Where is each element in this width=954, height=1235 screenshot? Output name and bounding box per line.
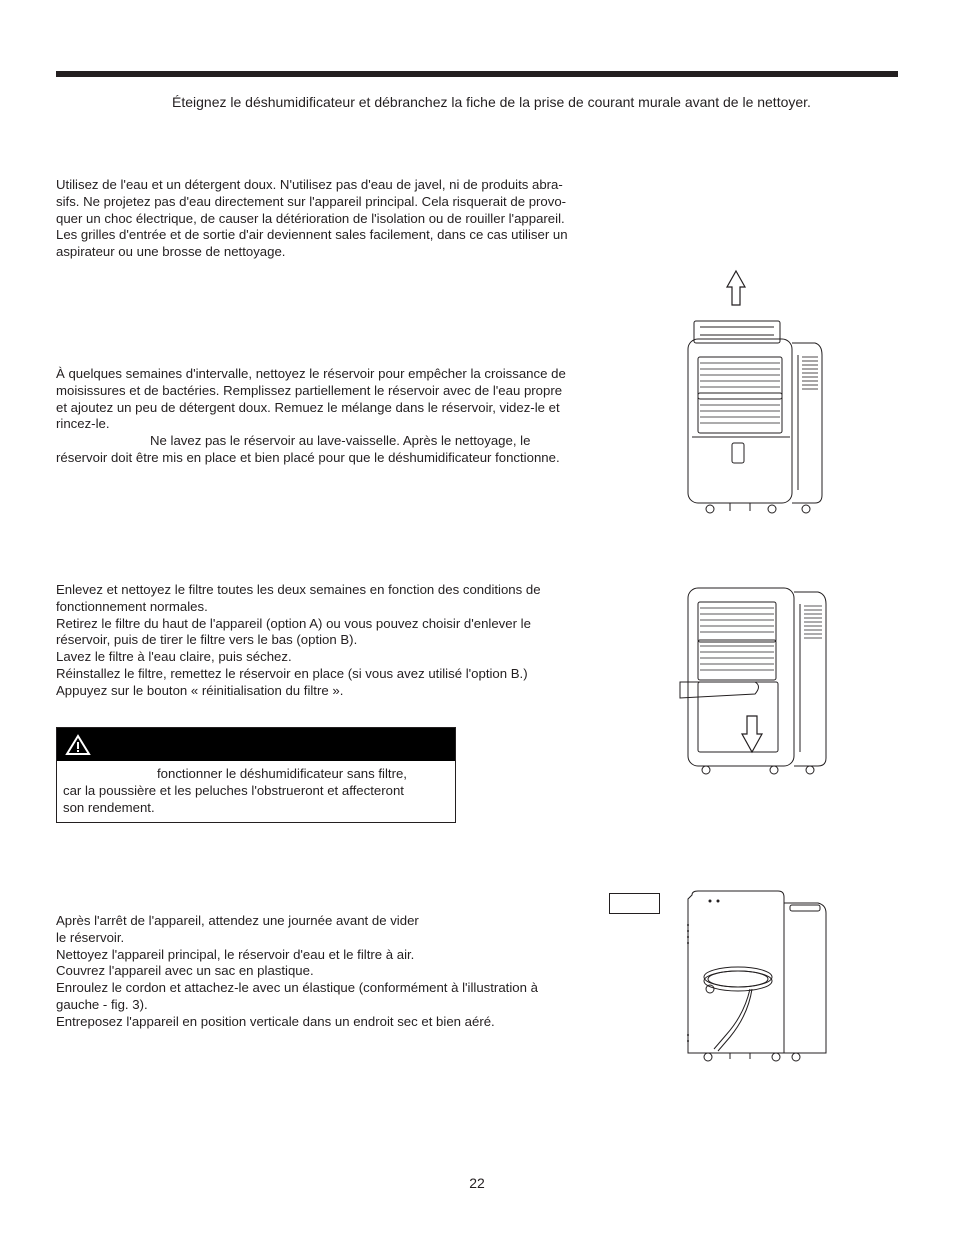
text-line: gauche - fig. 3). bbox=[56, 996, 148, 1012]
text-line: Couvrez l'appareil avec un sac en plastique. bbox=[56, 963, 314, 979]
text-line: Appuyez sur le bouton « réinitialisation du filtre ». bbox=[56, 682, 344, 698]
warning-triangle-icon bbox=[65, 734, 91, 756]
caution-line: son rendement. bbox=[63, 800, 155, 815]
text-line: Entreposez l'appareil en position verticale dans un endroit sec et bien aéré. bbox=[56, 1013, 495, 1029]
text-line: rincez-le. bbox=[56, 416, 110, 432]
caution-line: fonctionner le déshumidificateur sans filtre, bbox=[157, 766, 407, 781]
caution-line: car la poussière et les peluches l'obstrueront et affecteront bbox=[63, 783, 404, 798]
text-line: Réinstallez le filtre, remettez le réservoir en place (si vous avez utilisé l'option B.) bbox=[56, 665, 528, 681]
filter-removal-illustration bbox=[670, 582, 870, 792]
up-arrow-icon bbox=[727, 271, 745, 305]
text-line: réservoir, puis de tirer le filtre vers le bas (option B). bbox=[56, 632, 358, 648]
text-line: Les grilles d'entrée et de sortie d'air deviennent sales facilement, dans ce cas utiliser un bbox=[56, 227, 568, 243]
text-line: moisissures et de bactéries. Remplissez partiellement le réservoir avec de l'eau propre bbox=[56, 382, 563, 398]
text-line: À quelques semaines d'intervalle, nettoyez le réservoir pour empêcher la croissance de bbox=[56, 366, 566, 381]
text-line: Après l'arrêt de l'appareil, attendez une journée avant de vider bbox=[56, 913, 419, 928]
text-line: Lavez le filtre à l'eau claire, puis séchez. bbox=[56, 649, 292, 665]
cleaning-unit-text bbox=[56, 177, 568, 261]
down-arrow-icon bbox=[742, 716, 762, 752]
tank-note-line: réservoir doit être mis en place et bien placé pour que le déshumidificateur fonctionne. bbox=[56, 449, 560, 465]
storage-text bbox=[56, 913, 538, 1031]
text-line: et ajoutez un peu de détergent doux. Remuez le mélange dans le réservoir, videz-le et bbox=[56, 399, 560, 415]
caution-box bbox=[56, 727, 456, 823]
tank-note-line: Ne lavez pas le réservoir au lave-vaisselle. Après le nettoyage, le bbox=[150, 433, 531, 449]
caution-text bbox=[63, 765, 407, 816]
cleaning-filter-text bbox=[56, 582, 541, 700]
cleaning-tank-text bbox=[56, 366, 566, 467]
intro-text: Éteignez le déshumidificateur et débranchez la fiche de la prise de courant murale avant de le nettoyer. bbox=[172, 94, 811, 110]
storage-cord-illustration bbox=[670, 885, 870, 1075]
text-line: Enlevez et nettoyez le filtre toutes les deux semaines en fonction des conditions de bbox=[56, 582, 541, 597]
text-line: sifs. Ne projetez pas d'eau directement sur l'appareil principal. Cela risquerait de provo- bbox=[56, 193, 567, 209]
page-number: 22 bbox=[469, 1175, 485, 1191]
dehumidifier-front-illustration bbox=[670, 265, 870, 525]
text-line: quer un choc électrique, de causer la détérioration de l'isolation ou de rouiller l'appareil. bbox=[56, 210, 565, 226]
text-line: Retirez le filtre du haut de l'appareil (option A) ou vous pouvez choisir d'enlever le bbox=[56, 615, 531, 631]
top-rule bbox=[56, 71, 898, 77]
text-line: Utilisez de l'eau et un détergent doux. N'utilisez pas d'eau de javel, ni de produits abra- bbox=[56, 177, 563, 192]
text-line: fonctionnement normales. bbox=[56, 598, 208, 614]
caution-header bbox=[57, 728, 455, 761]
figure-label-box bbox=[609, 893, 660, 914]
text-line: aspirateur ou une brosse de nettoyage. bbox=[56, 244, 286, 260]
text-line: Enroulez le cordon et attachez-le avec un élastique (conformément à l'illustration à bbox=[56, 980, 538, 996]
text-line: le réservoir. bbox=[56, 929, 125, 945]
text-line: Nettoyez l'appareil principal, le réservoir d'eau et le filtre à air. bbox=[56, 946, 415, 962]
